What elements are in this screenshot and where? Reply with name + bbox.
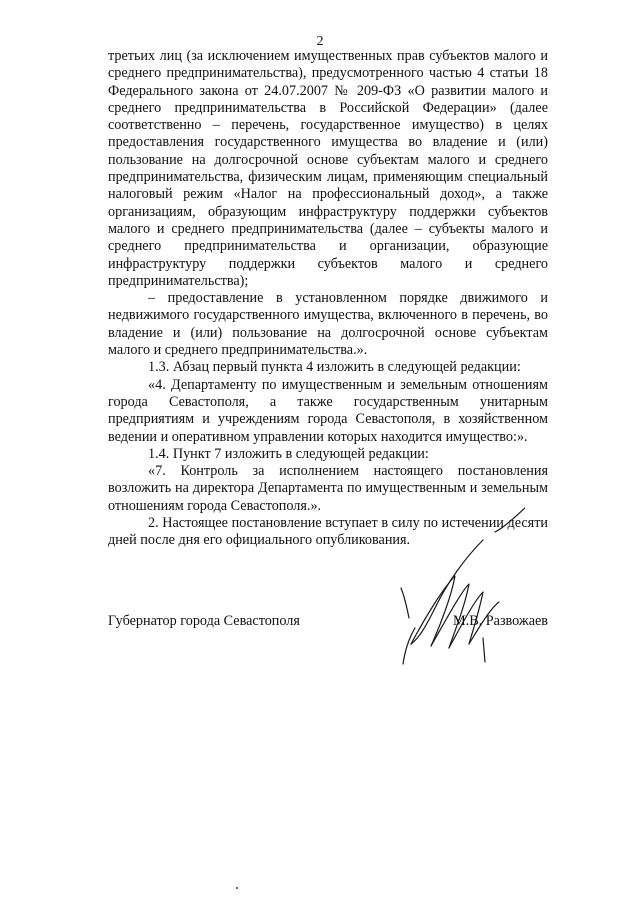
signatory-title: Губернатор города Севастополя [108, 613, 300, 629]
paragraph-1-3: 1.3. Абзац первый пункта 4 изложить в следующей редакции: [148, 359, 521, 376]
paragraph-item-7: «7. Контроль за исполнением настоящего постановления возложить на директора Департамента по имущественным и земельным отношениям города Севастополя.». [108, 463, 548, 514]
signature-block [108, 613, 548, 633]
handwritten-signature [395, 488, 525, 678]
document-body [108, 48, 548, 550]
signatory-name: М.В. Развожаев [453, 613, 548, 629]
paragraph-continuation: третьих лиц (за исключением имущественных прав субъектов малого и среднего предпринимательства), предусмотренного частью 4 статьи 18 Федерального закона от 24.07.2007 № 209-ФЗ «О развитии малого и среднего предпринимательства в Российской Федерации» (далее соответственно – перечень, государственное имущество) в целях предоставления государственного имущества во владение и (или) пользование на долгосрочной основе субъектам малого и среднего предпринимательства, физическим лицам, применяющим специальный налоговый режим «Налог на профессиональный доход», а также организациям, образующим инфраструктуру поддержки субъектов малого и среднего предпринимательства (далее – субъекты малого и среднего предпринимательства и организации, образующие инфраструктуру поддержки субъектов малого и среднего предпринимательства); [108, 48, 548, 289]
paragraph-item-4: «4. Департаменту по имущественным и земельным отношениям города Севастополя, а также государственным унитарным предприятиям и учреждениям города Севастополя, в хозяйственном ведении и оперативном управлении которых находится имущество:». [108, 376, 548, 445]
page-number: 2 [316, 34, 324, 49]
footer-mark [236, 887, 238, 889]
paragraph-provision-dash: – предоставление в установленном порядке движимого и недвижимого государственного имущества, включенного в перечень, во владение и (или) пользование на долгосрочной основе субъектам малого и среднего предпринимательства.». [108, 290, 548, 359]
paragraph-1-4: 1.4. Пункт 7 изложить в следующей редакции: [148, 445, 429, 462]
paragraph-2: 2. Настоящее постановление вступает в силу по истечении десяти дней после дня его официального опубликования. [108, 515, 548, 549]
